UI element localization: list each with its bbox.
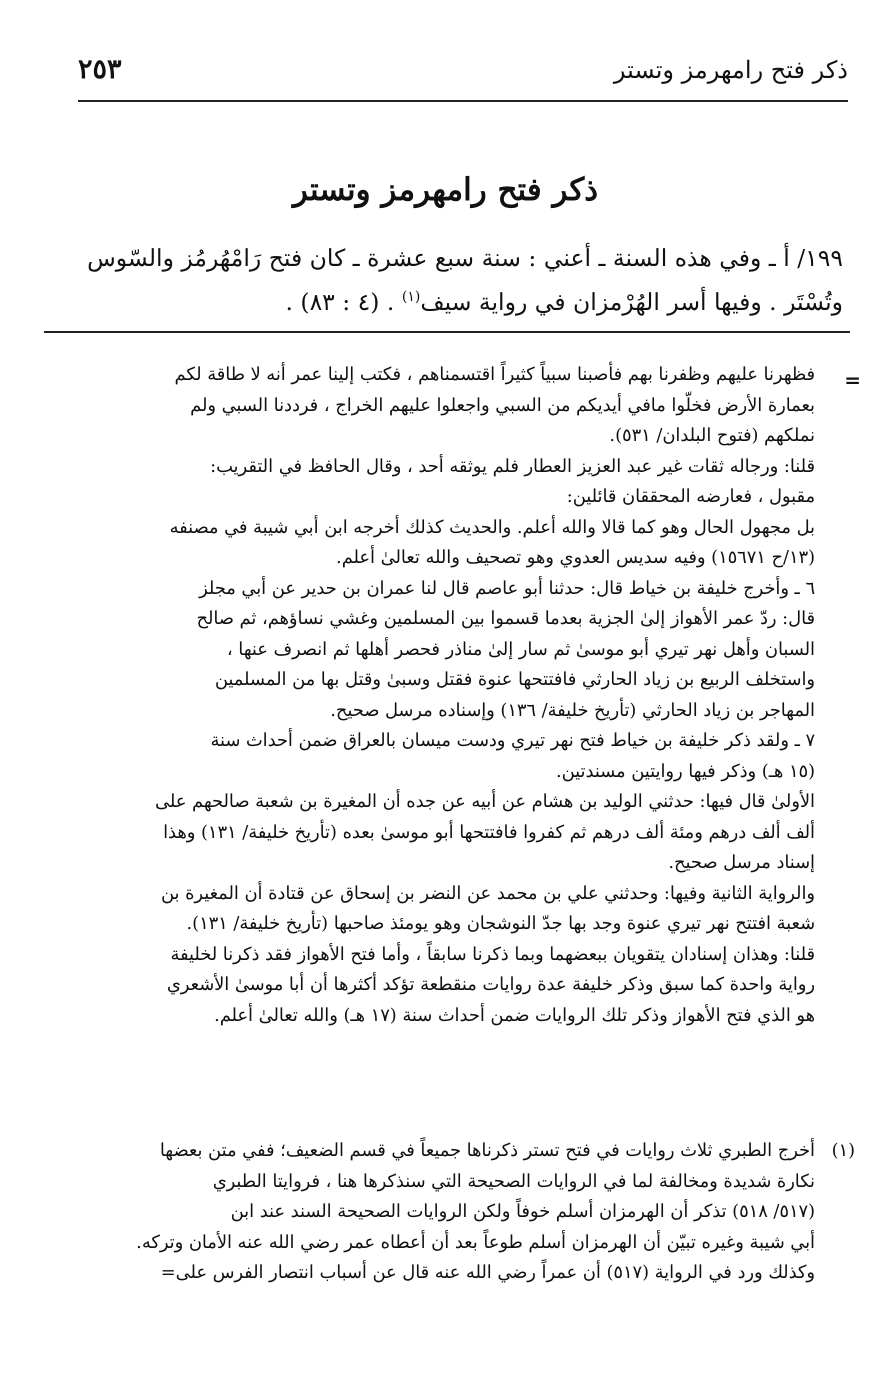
notes-line: واستخلف الربيع بن زياد الحارثي فافتتحها عنوة فقتل وسبىٰ وقتل بها من المسلمين bbox=[214, 669, 815, 690]
footnote-reference[interactable]: (١) bbox=[401, 289, 421, 306]
notes-line: السبان وأهل نهر تيري أبو موسىٰ ثم سار إلىٰ مناذر فحصر أهلها ثم انصرف عنها ، bbox=[226, 638, 815, 660]
notes-line: هو الذي فتح الأهواز وذكر تلك الروايات ضمن أحداث سنة (١٧ هـ) والله تعالىٰ أعلم. bbox=[214, 1004, 815, 1026]
notes-line: بعمارة الأرض فخلّوا مافي أيديكم من السبي واجعلوا عليهم الخراج ، فرددنا السبي ولم bbox=[190, 394, 815, 416]
notes-line: ألف ألف درهم ومئة ألف درهم ثم كفروا فافتتحها أبو موسىٰ بعده (تأريخ خليفة/ ١٣١) وهذا bbox=[163, 821, 815, 843]
notes-line: بل مجهول الحال وهو كما قالا والله أعلم. والحديث كذلك أخرجه ابن أبي شيبة في مصنفه bbox=[169, 516, 815, 538]
main-line-2-text: وتُسْتَر . وفيها أسر الهُرْمزان في رواية سيف bbox=[420, 288, 843, 316]
footnote-line: (٥١٧/ ٥١٨) تذكر أن الهرمزان أسلم خوفاً ولكن الروايات الصحيحة السند عند ابن bbox=[230, 1201, 815, 1222]
notes-paragraph-6 bbox=[75, 787, 815, 879]
notes-line: إسناد مرسل صحيح. bbox=[668, 852, 815, 873]
running-title: ذكر فتح رامهرمز وتستر bbox=[613, 56, 848, 84]
notes-line: المهاجر بن زياد الحارثي (تأريخ خليفة/ ١٣٦) وإسناده مرسل صحيح. bbox=[330, 699, 815, 721]
notes-line: فظهرنا عليهم وظفرنا بهم فأصبنا سبياً كثيراً اقتسمناهم ، فكتب إلينا عمر أنه لا طاقة لكم bbox=[174, 364, 815, 385]
notes-paragraph-1 bbox=[75, 360, 815, 452]
footnote-line: وكذلك ورد في الرواية (٥١٧) أن عمراً رضي الله عنه قال عن أسباب انتصار الفرس على= bbox=[160, 1262, 815, 1283]
notes-line: (١٥ هـ) وذكر فيها روايتين مسندتين. bbox=[555, 760, 815, 782]
footnote-line: أخرج الطبري ثلاث روايات في فتح تستر ذكرناها جميعاً في قسم الضعيف؛ ففي متن بعضها bbox=[159, 1140, 815, 1161]
main-line-2 bbox=[73, 280, 843, 324]
notes-line: مقبول ، فعارضه المحققان قائلين: bbox=[566, 486, 815, 507]
notes-line: قلنا: ورجاله ثقات غير عبد العزيز العطار فلم يوثقه أحد ، وقال الحافظ في التقريب: bbox=[210, 455, 815, 477]
footnote-body bbox=[75, 1136, 815, 1289]
notes-paragraph-7 bbox=[75, 879, 815, 940]
footnote-divider bbox=[44, 331, 850, 333]
notes-line: قال: ردّ عمر الأهواز إلىٰ الجزية بعدما قسموا بين المسلمين وغشي نساؤهم، ثم صالح bbox=[196, 608, 815, 629]
main-text bbox=[73, 236, 843, 324]
main-line-2-end: . (٤ : ٨٣) . bbox=[285, 288, 402, 316]
notes-paragraph-8 bbox=[75, 940, 815, 1032]
notes-line: شعبة افتتح نهر تيري عنوة وجد بها جدّ النوشجان وهو يومئذ صاحبها (تأريخ خليفة/ ١٣١). bbox=[186, 913, 815, 934]
section-title: ذكر فتح رامهرمز وتستر bbox=[292, 172, 599, 208]
notes-paragraph-4 bbox=[75, 574, 815, 727]
notes-paragraph-5 bbox=[75, 726, 815, 787]
notes-paragraph-2 bbox=[75, 452, 815, 513]
page-number: ٢٥٣ bbox=[78, 54, 122, 85]
notes-line: ٦ ـ وأخرج خليفة بن خياط قال: حدثنا أبو عاصم قال لنا عمران بن حدير عن أبي مجلز bbox=[199, 577, 815, 599]
footnote-line: أبي شيبة وغيره تبيّن أن الهرمزان أسلم طوعاً بعد أن أعطاه عمر رضي الله عنه الأمان وتركه. bbox=[136, 1231, 815, 1253]
footnote-1 bbox=[75, 1136, 855, 1289]
continuation-mark: = bbox=[844, 368, 861, 392]
notes-line: الأولىٰ قال فيها: حدثني الوليد بن هشام عن أبيه عن جده أن المغيرة بن شعبة صالحهم على bbox=[155, 791, 815, 812]
notes-line: ٧ ـ ولقد ذكر خليفة بن خياط فتح نهر تيري ودست ميسان بالعراق ضمن أحداث سنة bbox=[210, 730, 815, 751]
notes-line: والرواية الثانية وفيها: وحدثني علي بن محمد عن النضر بن إسحاق عن قتادة أن المغيرة بن bbox=[160, 882, 815, 904]
notes-paragraph-3 bbox=[75, 513, 815, 574]
notes-line: نملكهم (فتوح البلدان/ ٥٣١). bbox=[609, 425, 815, 446]
footnote-marker: (١) bbox=[831, 1140, 855, 1161]
main-line-1: ١٩٩/ أ ـ وفي هذه السنة ـ أعني : سنة سبع عشرة ـ كان فتح رَامْهُرمُز والسّوس bbox=[87, 244, 843, 272]
notes-line: قلنا: وهذان إسنادان يتقويان ببعضهما وبما ذكرنا سابقاً ، وأما فتح الأهواز فقد ذكرنا لخليفة bbox=[170, 943, 815, 965]
notes-line: (١٣/ح ١٥٦٧١) وفيه سديس العدوي وهو تصحيف والله تعالىٰ أعلم. bbox=[336, 547, 815, 568]
footnote-continuation bbox=[75, 360, 815, 1031]
footnote-line: نكارة شديدة ومخالفة لما في الروايات الصحيحة التي سنذكرها هنا ، فروايتا الطبري bbox=[212, 1170, 815, 1192]
notes-line: رواية واحدة كما سبق وذكر خليفة عدة روايات منقطعة تؤكد أكثرها أن أبا موسىٰ الأشعري bbox=[166, 974, 815, 995]
running-header bbox=[78, 52, 848, 102]
